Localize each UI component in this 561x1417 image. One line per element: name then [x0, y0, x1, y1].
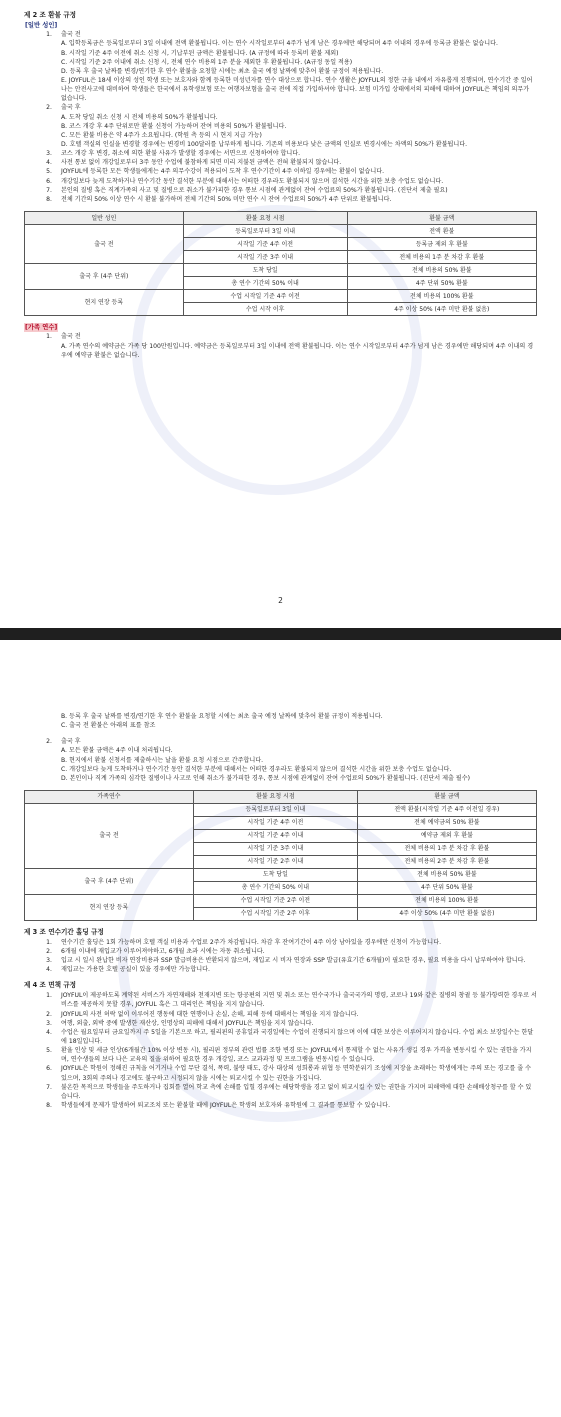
- list-item: C. 모든 환불 비용은 약 4주가 소요됩니다. (학원 측 등의 시 현지 지급 가능): [61, 131, 262, 139]
- list-item: 8. 학생들에게 문제가 발생하여 퇴교조치 또는 환불할 때에 JOYFUL은 학생의 보호자와 유학원에 그 결과를 통보할 수 있습니다.: [46, 1102, 391, 1110]
- list-item: D. 등록 후 출국 날짜를 변경/연기한 후 연수 환불을 요청할 시에는 최초 출국 예정 날짜에 맞추어 환불 규정이 적용됩니다.: [61, 67, 384, 75]
- list-item: 4. 재입교는 가용한 호텔 공실이 있을 경우에만 가능합니다.: [46, 966, 210, 974]
- table-header: 환불 요청 시점: [193, 790, 357, 803]
- article-3-title: 제 3 조 연수기간 홀딩 규정: [24, 927, 104, 936]
- table-header: 환불 요청 시점: [183, 212, 347, 225]
- list-item: 3. 코스 개강 후 변경, 취소에 의한 환불 사유가 발생할 경우에는 서면으로 신청하여야 합니다.: [46, 150, 301, 158]
- page-1-content: [24, 11, 537, 360]
- table-cell: 4주 이상 50% (4주 미만 환불 없음): [357, 907, 536, 920]
- refund-rules-list: [24, 30, 537, 204]
- table-cell: 수업 시작일 기준 4주 이전: [183, 290, 347, 303]
- table-cell: 전체 비용의 50% 환불: [347, 264, 536, 277]
- list-item: C. 출국 전 환불은 아래의 표를 참조: [61, 722, 156, 730]
- list-item: 5. 환율 인상 및 세금 인상(6개월간 10% 이상 변동 시), 필리핀 정부의 관련 법률 조항 변경 또는 JOYFUL에서 통제할 수 없는 사유가 생길 경우 가격을 변동시킬 수 있는 권한을 가지며, 연수생들의 보다 나은 교육의 질을 위하여 필요한 경우 개강일, 코스 교과과정 및 프로그램을 변동시킬 수 있습니다.: [46, 1047, 532, 1064]
- table-cell: 출국 전: [25, 803, 194, 868]
- sub-items: [61, 113, 537, 150]
- table-cell: 전체 예약금의 50% 환불: [357, 816, 536, 829]
- page-separator: [0, 628, 561, 640]
- table-row: [25, 225, 537, 238]
- table-cell: 전체 비용의 1주 분 차감 후 환불: [357, 842, 536, 855]
- list-item: 2. 출국 후: [46, 738, 81, 746]
- sub-items: [61, 39, 537, 103]
- general-adult-label: [일반 성인]: [25, 21, 58, 29]
- list-item: 7. 불온한 목적으로 학생들을 주도하거나 집회를 열어 학교 측에 손해를 입힐 경우에는 해당학생을 경고 없이 퇴교시킬 수 있는 권한을 가지며 피해액에 대한 손해배상청구를 할 수 있습니다.: [46, 1083, 532, 1100]
- table-header: 환불 금액: [357, 790, 536, 803]
- table-header: 일반 성인: [25, 212, 184, 225]
- list-item: D. 본인이나 직계 가족의 심각한 질병이나 사고로 인해 취소가 불가피한 경우, 통보 시점에 관계없이 잔여 수업료의 50%가 환불됩니다. (진단서 제출 필수): [61, 774, 470, 782]
- list-item: 4. 수업은 월요일부터 금요일까지 주 5일을 기본으로 하고, 필리핀의 공휴일과 국경일에는 수업이 진행되지 않으며 이에 대한 보상은 이루어지지 않습니다. 수업 최소 보장일수는 한달에 18일입니다.: [46, 1028, 534, 1046]
- table-cell: 총 연수 기간의 50% 이내: [183, 277, 347, 290]
- list-item: 1. 연수기간 홀딩은 1회 가능하며 호텔 객실 비용과 수업료 2주가 차감됩니다. 차감 후 잔여기간이 4주 이상 남아있을 경우에만 신청이 가능합니다.: [46, 938, 442, 946]
- page-2-content: [24, 712, 537, 1110]
- table-cell: 시작일 기준 3주 이내: [183, 251, 347, 264]
- table-cell: 수업 시작일 기준 2주 이전: [193, 894, 357, 907]
- document-page-1: [0, 0, 561, 628]
- family-after-departure-list: [24, 737, 537, 783]
- article-4-title: 제 4 조 면책 규정: [24, 981, 76, 990]
- list-item: C. 개강일보다 늦게 도착하거나 연수기간 동안 결석한 부분에 대해서는 어떠한 경우라도 환불되지 않으며 결석한 시간을 위한 보충 수업도 없습니다.: [61, 765, 452, 773]
- list-item: 6. JOYFUL은 학원이 정해진 규칙을 어기거나 수업 무단 결석, 폭력, 불량 태도, 강사 대상의 성희롱과 위협 등 면학분위기 조성에 지장을 초래하는 학생에게는 주의 또는 경고를 줄 수 있으며, 3회의 주의나 경고에도 불구하고 시정되지 않을 시에는 퇴교시킬 수 있는 권한을 가집니다.: [46, 1065, 531, 1082]
- list-item: C. 시작일 기준 2주 이내에 취소 신청 시, 전체 연수 비용의 1주 분을 제외한 후 환불됩니다. (A규정 동일 적용): [61, 58, 353, 66]
- list-item: 8. 전체 기간의 50% 이상 연수 시 환불 불가하며 전체 기간의 50% 미만 연수 시 잔여 수업료의 50%가 4주 단위로 환불됩니다.: [46, 195, 392, 203]
- table-row: [25, 803, 537, 816]
- table-row: [25, 894, 537, 907]
- table-cell: 시작일 기준 4주 이전: [183, 238, 347, 251]
- list-item: 2. 출국 후: [46, 104, 81, 112]
- holding-rules-list: [24, 938, 537, 975]
- table-row: [25, 868, 537, 881]
- list-item: 1. 출국 전: [46, 333, 81, 341]
- table-cell: 출국 후 (4주 단위): [25, 868, 194, 894]
- list-item: 2. JOYFUL의 사전 허락 없이 이루어진 행동에 대한 연행이나 손실, 손해, 피해 등에 대해서는 책임을 지지 않습니다.: [46, 1010, 359, 1018]
- document-page-2: [0, 640, 561, 1417]
- table-cell: 시작일 기준 2주 이내: [193, 855, 357, 868]
- list-item: A. 입학등록금은 등록일로부터 3일 이내에 전액 환불됩니다. 이는 연수 시작일로부터 4주가 넘게 남은 경우에만 해당되며 4주 이내의 경우에 등록금 환불은 없습니다.: [61, 40, 498, 48]
- list-item: A. 모든 환불 금액은 4주 이내 처리됩니다.: [61, 747, 173, 755]
- table-cell: 출국 후 (4주 단위): [25, 264, 184, 290]
- table-cell: 시작일 기준 3주 이내: [193, 842, 357, 855]
- list-item: 2. 6개월 이내에 재입교가 이루어져야하고, 6개월 초과 시에는 자동 취소됩니다.: [46, 948, 265, 956]
- table-cell: 현지 연장 등록: [25, 894, 194, 920]
- list-item: A. 도착 당일 취소 신청 시 전체 비용의 50%가 환불됩니다.: [61, 113, 218, 121]
- list-item: 7. 본인의 질병 혹은 직계가족의 사고 및 질병으로 취소가 불가피한 경우 통보 시점에 관계없이 잔여 수업료의 50%가 환불됩니다. (진단서 제출 필요): [46, 186, 448, 194]
- table-cell: 전체 비용의 50% 환불: [357, 868, 536, 881]
- table-header: 가족연수: [25, 790, 194, 803]
- table-cell: 출국 전: [25, 225, 184, 264]
- table-cell: 수업 시작 이후: [183, 303, 347, 316]
- page-number: 2: [278, 596, 283, 605]
- family-rules-list: [24, 332, 537, 359]
- table-cell: 수업 시작일 기준 2주 이후: [193, 907, 357, 920]
- table-cell: 도착 당일: [193, 868, 357, 881]
- list-item: 3. 입교 시 일시 완납한 비자 연장비용과 SSP 발급비용은 반환되지 않으며, 재입교 시 비자 연장과 SSP 발급(유효기간 6개월)이 필요한 경우, 필요 비용을 다시 납부하여야 합니다.: [46, 957, 526, 965]
- family-refund-table: [24, 790, 537, 921]
- article-2-title: 제 2 조 환불 규정: [24, 11, 76, 19]
- list-item: D. 호텔 객실의 인실을 변경할 경우에는 변경비 100달러를 납부하게 됩니다. 기존의 비용보다 낮은 금액의 인실로 변경시에는 차액의 50%가 환불됩니다.: [61, 141, 468, 149]
- table-cell: 4주 단위 50% 환불: [347, 277, 536, 290]
- adult-refund-table: [24, 211, 537, 316]
- table-cell: 등록일로부터 3일 이내: [183, 225, 347, 238]
- list-item: 4. 사전 통보 없이 개강일로부터 3주 동안 수업에 불참하게 되면 미리 지불된 금액은 전혀 환불되지 않습니다.: [46, 159, 342, 167]
- list-item: B. 시작일 기준 4주 이전에 취소 신청 시, 기납부된 금액은 환불됩니다. (A 규정에 따라 등록비 환불 제외): [61, 49, 339, 57]
- table-cell: 등록일로부터 3일 이내: [193, 803, 357, 816]
- table-cell: 도착 당일: [183, 264, 347, 277]
- table-cell: 전액 환불(시작일 기준 4주 이전일 경우): [357, 803, 536, 816]
- disclaimer-rules-list: [24, 991, 537, 1110]
- list-item: B. 코스 개강 후 4주 단위로만 환불 신청이 가능하며 잔여 비용의 50%가 환불됩니다.: [61, 122, 287, 130]
- table-row: [25, 264, 537, 277]
- list-item: 6. 개강일보다 늦게 도착하거나 연수기간 동안 결석한 부분에 대해서는 어떠한 경우라도 환불되지 않으며 결석한 시간을 위한 보충 수업도 없습니다.: [46, 177, 444, 185]
- table-cell: 등록금 제외 후 환불: [347, 238, 536, 251]
- list-item: 3. 여행, 외출, 외박 중에 발생한 재산상, 인명상의 피해에 대해서 JOYFUL은 책임을 지지 않습니다.: [46, 1019, 314, 1027]
- list-item: 5. JOYFUL에 등록한 모든 학생들에게는 4주 의무수강이 적용되어 도착 후 연수기간이 4주 이하일 경우에는 환불이 없습니다.: [46, 168, 385, 176]
- list-item: B. 현지에서 환불 신청서를 제출하시는 날을 환불 요청 시점으로 간주합니다.: [61, 756, 264, 764]
- table-cell: 예약금 제외 후 환불: [357, 829, 536, 842]
- list-item: 1. 출국 전: [46, 31, 81, 39]
- family-program-label: [가족 연수]: [25, 324, 58, 331]
- table-cell: 현지 연장 등록: [25, 290, 184, 316]
- table-cell: 총 연수 기간의 50% 이내: [193, 881, 357, 894]
- list-item: B. 등록 후 출국 날짜를 변경/연기한 후 연수 환불을 요청할 시에는 최초 출국 예정 날짜에 맞추어 환불 규정이 적용됩니다.: [61, 713, 383, 720]
- list-item: 1. JOYFUL이 제공하도록 계약된 서비스가 자연재해와 천재지변 또는 항공편의 지연 및 취소 또는 연수국가나 출국국가의 명령, 코로나 19와 같은 질병의 창궐 등 불가항력한 경우로 서비스를 제공하지 못할 경우, JOYFUL 혹은 그 대리인은 책임을 지지 않습니다.: [46, 992, 537, 1009]
- table-cell: 전체 비용의 100% 환불: [347, 290, 536, 303]
- sub-items: [61, 712, 537, 730]
- table-header: 환불 금액: [347, 212, 536, 225]
- table-cell: 4주 단위 50% 환불: [357, 881, 536, 894]
- list-item: A. 가족 연수의 예약금은 가족 당 100만원입니다. 예약금은 등록일로부터 3일 이내에 전액 환불됩니다. 이는 연수 시작일로부터 4주가 넘게 남은 경우에만 해당되며 4주 이내의 경우에 예약금 환불은 없습니다.: [61, 342, 534, 359]
- sub-items: [61, 342, 537, 360]
- sub-items: [61, 746, 537, 783]
- table-cell: 전체 비용의 2주 분 차감 후 환불: [357, 855, 536, 868]
- table-cell: 전체 비용의 1주 분 차감 후 환불: [347, 251, 536, 264]
- table-cell: 전액 환불: [347, 225, 536, 238]
- list-item: E. JOYFUL은 18세 이상의 성인 학생 또는 보호자와 함께 등록한 미성년자를 연수 대상으로 합니다. 연수 생활은 JOYFUL의 정한 규율 내에서 자유롭게 진행되며, 연수기간 중 일어나는 안전사고에 대비하여 학생들은 한국에서 유학생보험 또는 여행자보험을 출국 전에 직접 가입하셔야 합니다. 보험 미가입 상태에서의 피해에 대하여 JOYFUL은 책임의 의무가 없습니다.: [61, 77, 533, 103]
- table-cell: 시작일 기준 4주 이내: [193, 829, 357, 842]
- table-cell: 4주 이상 50% (4주 미만 환불 없음): [347, 303, 536, 316]
- table-cell: 시작일 기준 4주 이전: [193, 816, 357, 829]
- table-row: [25, 290, 537, 303]
- table-cell: 전체 비용의 100% 환불: [357, 894, 536, 907]
